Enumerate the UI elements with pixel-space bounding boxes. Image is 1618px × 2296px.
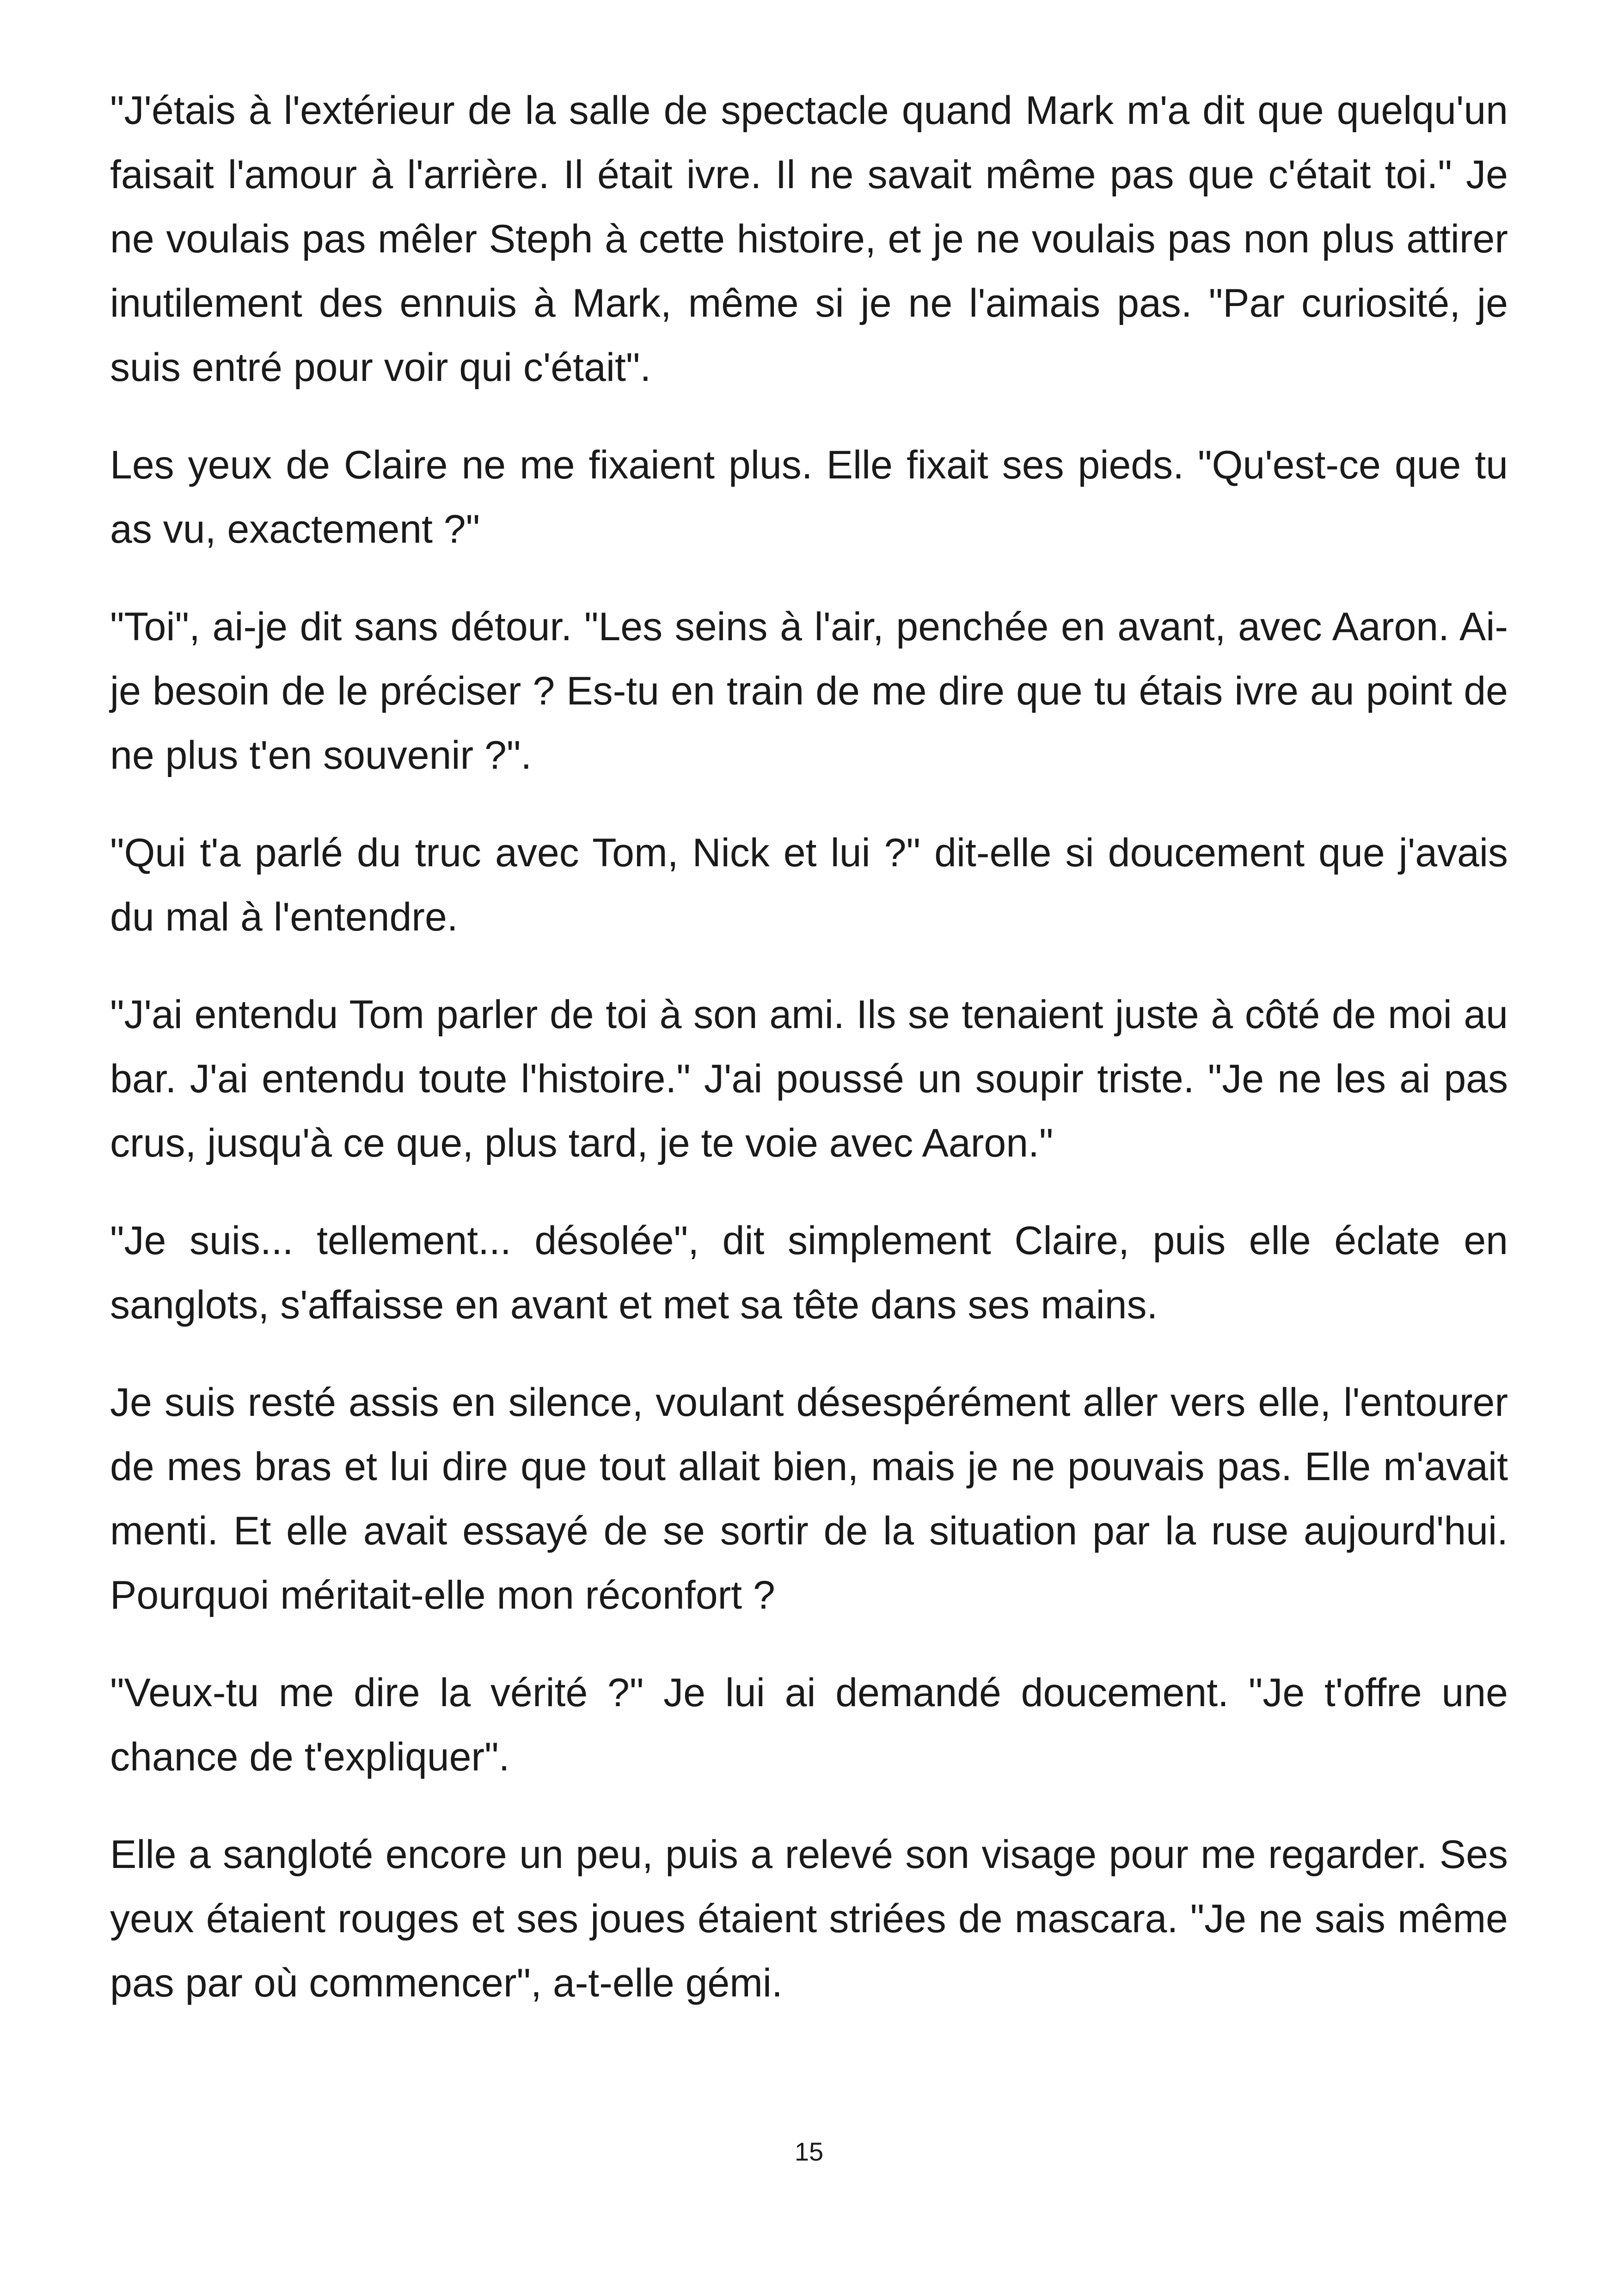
paragraph-4: "Qui t'a parlé du truc avec Tom, Nick et lui ?" dit-elle si doucement que j'avais du mal à l'entendre. [110, 831, 1508, 939]
page-number: 15 [794, 2137, 824, 2166]
paragraph-8: "Veux-tu me dire la vérité ?" Je lui ai demandé doucement. "Je t'offre une chance de t'expliquer". [110, 1671, 1508, 1779]
paragraph-5: "J'ai entendu Tom parler de toi à son ami. Ils se tenaient juste à côté de moi au bar. J'ai entendu toute l'histoire." J'ai poussé un soupir triste. "Je ne les ai pas crus, jusqu'à ce que, plus tard, je te voie avec Aaron." [110, 992, 1508, 1165]
paragraph-7: Je suis resté assis en silence, voulant désespérément aller vers elle, l'entourer de mes bras et lui dire que tout allait bien, mais je ne pouvais pas. Elle m'avait menti. Et elle avait essayé de se sortir de la situation par la ruse aujourd'hui. Pourquoi méritait-elle mon réconfort ? [110, 1380, 1508, 1617]
paragraph-3: "Toi", ai-je dit sans détour. "Les seins à l'air, penchée en avant, avec Aaron. Ai-je besoin de le préciser ? Es-tu en train de me dire que tu étais ivre au point de ne plus t'en souvenir ?". [110, 605, 1508, 778]
paragraph-6: "Je suis... tellement... désolée", dit simplement Claire, puis elle éclate en sanglots, s'affaisse en avant et met sa tête dans ses mains. [110, 1218, 1508, 1327]
body-text [110, 79, 1508, 2049]
paragraph-2: Les yeux de Claire ne me fixaient plus. Elle fixait ses pieds. "Qu'est-ce que tu as vu, exactement ?" [110, 443, 1508, 551]
paragraph-1: "J'étais à l'extérieur de la salle de spectacle quand Mark m'a dit que quelqu'un faisait l'amour à l'arrière. Il était ivre. Il ne savait même pas que c'était toi." Je ne voulais pas mêler Steph à cette histoire, et je ne voulais pas non plus attirer inutilement des ennuis à Mark, même si je ne l'aimais pas. "Par curiosité, je suis entré pour voir qui c'était". [110, 88, 1508, 390]
paragraph-9: Elle a sangloté encore un peu, puis a relevé son visage pour me regarder. Ses yeux étaient rouges et ses joues étaient striées de mascara. "Je ne sais même pas par où commencer", a-t-elle gémi. [110, 1832, 1508, 2005]
